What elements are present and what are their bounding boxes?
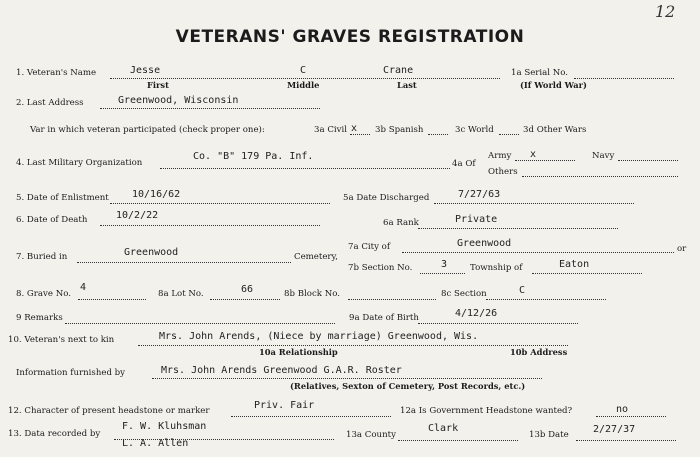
last-name-value: Crane [383,65,414,76]
civil-label: 3a Civil [314,125,347,135]
spanish-label: 3b Spanish [375,125,424,135]
military-org-label: 4. Last Military Organization [16,158,143,168]
military-org-value: Co. "B" 179 Pa. Inf. [193,151,314,162]
rank-value: Private [455,214,498,225]
block-label: 8b Block No. [284,289,340,299]
remarks-label: 9 Remarks [16,313,63,323]
county-label: 13a County [346,430,396,440]
remarks-line [65,323,335,324]
grave-label: 8. Grave No. [16,289,71,299]
address-line [100,108,320,109]
last-caption: Last [397,80,417,90]
township-value: Eaton [559,259,590,270]
gov-headstone-line [596,416,666,417]
serial-line [574,78,674,79]
date-value: 2/27/37 [593,424,636,435]
furnished-value: Mrs. John Arends Greenwood G.A.R. Roster [161,365,402,376]
grave-value: 4 [80,282,87,293]
cemetery-line [77,262,291,263]
form-title: VETERANS' GRAVES REGISTRATION [175,27,525,47]
county-value: Clark [428,423,459,434]
navy-line [618,160,678,161]
furnished-line [152,378,542,379]
gov-headstone-label: 12a Is Government Headstone wanted? [400,406,573,416]
or-label: or [677,244,687,254]
grave-line [78,299,146,300]
date-line [576,440,676,441]
city-label: 7a City of [348,242,391,252]
kin-line [138,345,568,346]
veteran-name-label: 1. Veteran's Name [16,68,97,78]
furnished-label: Information furnished by [16,368,126,378]
serial-label: 1a Serial No. [511,68,569,78]
date-label: 13b Date [529,430,569,440]
other-wars-label: 3d Other Wars [523,125,587,135]
address-caption: 10b Address [510,347,568,357]
army-mark: x [530,149,537,160]
section-line [486,299,606,300]
section-no-label: 7b Section No. [348,263,413,273]
world-line [499,134,519,135]
birth-line [418,323,578,324]
first-name-value: Jesse [130,65,161,76]
of-label: 4a Of [452,159,476,169]
block-line [348,299,436,300]
recorder2-value: L. A. Allen [122,438,189,449]
spanish-line [428,134,448,135]
army-label: Army [488,151,512,161]
birth-label: 9a Date of Birth [349,313,419,323]
recorded-by-label: 13. Data recorded by [8,429,101,439]
enlistment-label: 5. Date of Enlistment [16,193,109,203]
headstone-label: 12. Character of present headstone or marker [8,406,210,416]
section-no-value: 3 [441,259,448,270]
furnished-caption: (Relatives, Sexton of Cemetery, Post Records, etc.) [290,381,526,391]
serial-caption: (If World War) [520,80,587,90]
death-line [100,225,320,226]
buried-label: 7. Buried in [16,252,68,262]
section-no-line [420,273,465,274]
world-label: 3c World [455,125,494,135]
lot-line [210,299,280,300]
civil-line [350,134,370,135]
last-address-label: 2. Last Address [16,98,84,108]
name-line [110,78,500,79]
lot-label: 8a Lot No. [158,289,204,299]
gov-headstone-value: no [616,404,629,415]
death-label: 6. Date of Death [16,215,88,225]
others-label: Others [488,167,518,177]
kin-label: 10. Veteran's next to kin [8,335,115,345]
army-line [515,160,575,161]
last-address-value: Greenwood, Wisconsin [118,95,239,106]
cemetery-value: Greenwood [124,247,179,258]
cemetery-label: Cemetery, [294,252,338,262]
city-value: Greenwood [457,238,512,249]
war-prompt: Var in which veteran participated (check proper one): [30,125,265,135]
rank-line [418,228,618,229]
navy-label: Navy [592,151,615,161]
section-value: C [519,285,526,296]
others-line [522,176,678,177]
city-line [402,252,674,253]
org-line [160,168,450,169]
discharged-value: 7/27/63 [458,189,501,200]
discharged-label: 5a Date Discharged [343,193,430,203]
corner-mark: 12 [655,2,676,21]
civil-mark: x [351,123,358,134]
township-line [532,273,642,274]
middle-name-value: C [300,65,307,76]
section-label: 8c Section [441,289,487,299]
middle-caption: Middle [287,80,320,90]
kin-value: Mrs. John Arends, (Niece by marriage) Greenwood, Wis. [159,331,479,342]
first-caption: First [147,80,169,90]
county-line [398,440,518,441]
enlistment-value: 10/16/62 [132,189,181,200]
birth-value: 4/12/26 [455,308,498,319]
recorder-value: F. W. Kluhsman [122,421,207,432]
death-value: 10/2/22 [116,210,159,221]
township-label: Township of [470,263,523,273]
discharged-line [434,203,634,204]
headstone-value: Priv. Fair [254,400,315,411]
rank-label: 6a Rank [383,218,419,228]
headstone-line [231,416,391,417]
lot-value: 66 [241,284,254,295]
relationship-caption: 10a Relationship [259,347,338,357]
enlistment-line [110,203,330,204]
